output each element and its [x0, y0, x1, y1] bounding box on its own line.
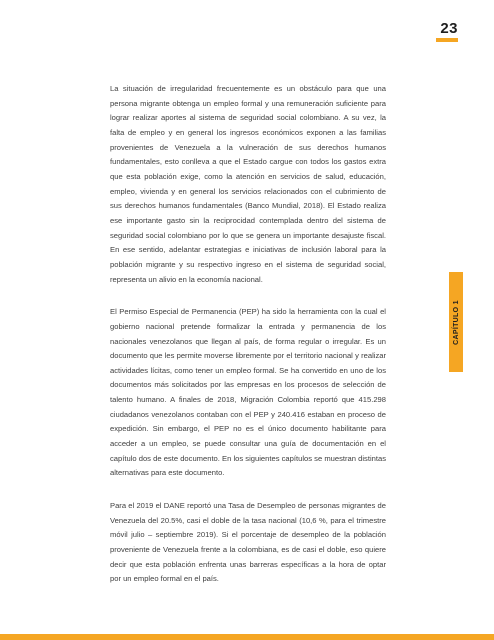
page-number-underline	[436, 38, 458, 42]
paragraph-3: Para el 2019 el DANE reportó una Tasa de Desempleo de personas migrantes de Venezuela del 20.5%, casi el doble de la tasa nacional (10,6 %, para el trimestre móvil julio – septiembre 2019). Si el porcentaje de desempleo de la población proveniente de Venezuela frente a la colombiana, es de casi el doble, eso quiere decir que esta población enfrenta unas barreras específicas a la hora de optar por un empleo formal en el país.	[110, 501, 386, 584]
page-number: 23	[440, 20, 458, 37]
body-text	[110, 82, 386, 605]
paragraph-1: La situación de irregularidad frecuentemente es un obstáculo para que una persona migrante obtenga un empleo formal y una remuneración suficiente para lograr realizar aportes al sistema de seguridad social colombiano. A su vez, la falta de empleo y en general los ingresos económicos exponen a las familias provenientes de Venezuela a la vulneración de sus derechos humanos fundamentales, esto conlleva a que el Estado cargue con todos los gastos extra que esta población exige, como la atención en servicios de salud, educación, empleo, vivienda y en general los servicios relacionados con el cubrimiento de sus derechos humanos fundamentales (Banco Mundial, 2018). El Estado realiza ese importante gasto sin la reciprocidad contemplada dentro del sistema de seguridad social colombiano por lo que se genera un importante desajuste fiscal. En ese sentido, adelantar estrategias e iniciativas de inclusión laboral para la población migrante y su respectivo ingreso en el sistema de seguridad social, representa un alivio en la economía nacional.	[110, 84, 386, 284]
chapter-label-wrapper	[449, 272, 463, 372]
bottom-accent-bar	[0, 634, 494, 640]
paragraph-2: El Permiso Especial de Permanencia (PEP) ha sido la herramienta con la cual el gobierno nacional pretende formalizar la entrada y permanencia de los nacionales venezolanos que llegan al país, de forma regular o irregular. Es un documento que les permite moverse libremente por el territorio nacional y realizar actividades lícitas, como tener un empleo formal. Se ha convertido en uno de los documentos más solicitados por las empresas en los procesos de selección de talento humano. A finales de 2018, Migración Colombia reportó que 415.298 ciudadanos venezolanos contaban con el PEP y 240.416 estaban en proceso de expedición. Sin embargo, el PEP no es el único documento habilitante para acceder a un empleo, se puede consultar una guía de documentación en el capítulo dos de este documento. En los siguientes capítulos se muestran distintas alternativas para este documento.	[110, 307, 386, 478]
chapter-label: CAPÍTULO 1	[452, 299, 460, 345]
